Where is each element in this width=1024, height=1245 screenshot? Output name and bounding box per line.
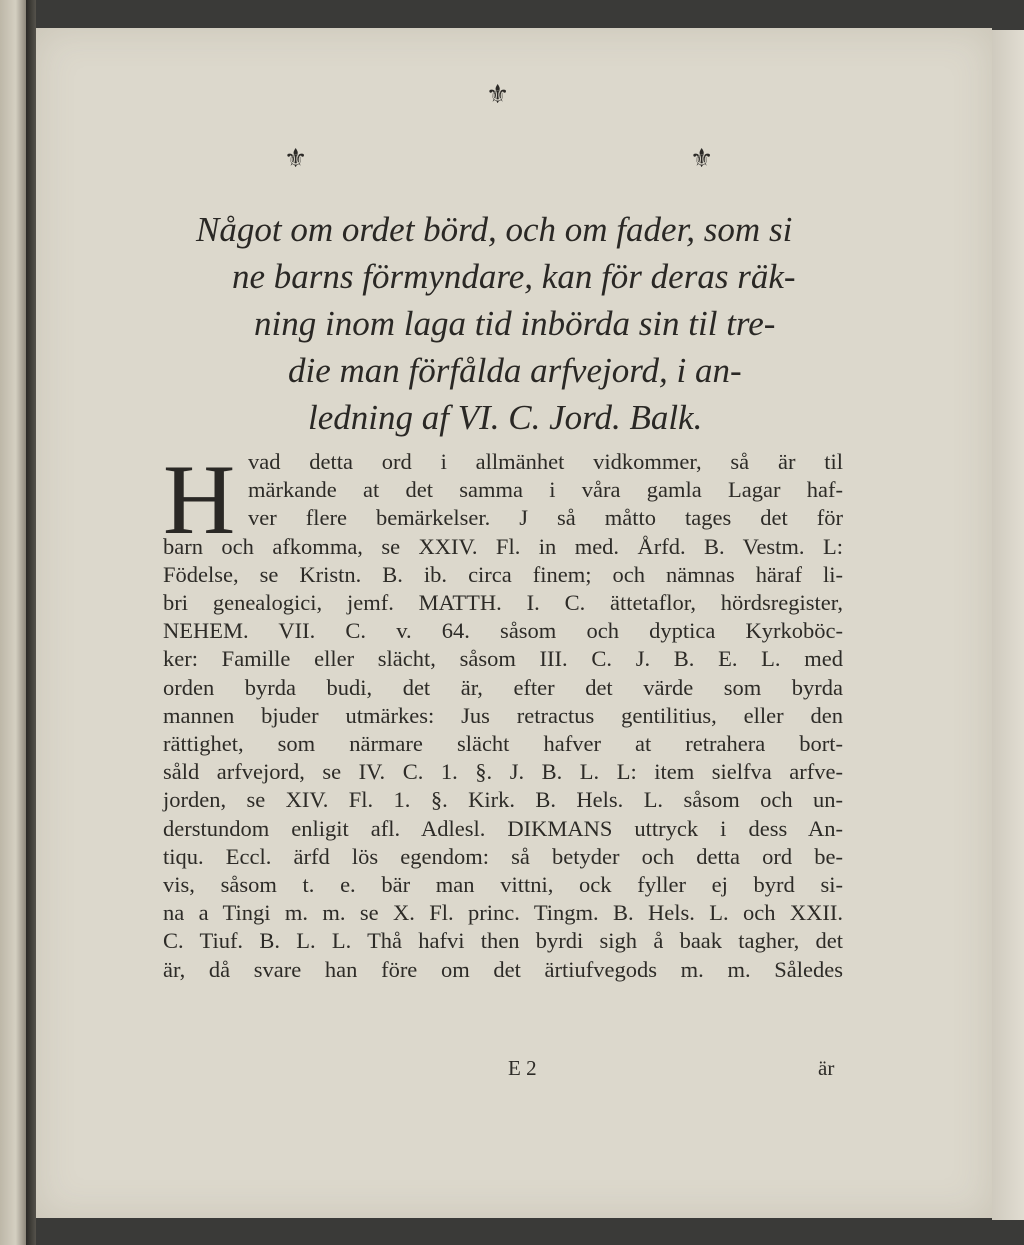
title-line: die man förfålda arfvejord, i an- bbox=[288, 351, 742, 390]
text-line: bri genealogici, jemf. MATTH. I. C. ättetaflor, hördsregister, bbox=[163, 590, 843, 616]
text-line: tiqu. Eccl. ärfd lös egendom: så betyder och detta ord be- bbox=[163, 843, 843, 869]
book-gutter bbox=[26, 0, 36, 1245]
left-page-edge bbox=[0, 0, 26, 1245]
text-line: Födelse, se Kristn. B. ib. circa finem; och nämnas häraf li- bbox=[163, 561, 843, 587]
text-line: barn och afkomma, se XXIV. Fl. in med. Årfd. B. Vestm. L: bbox=[163, 533, 843, 559]
title-line: Något om ordet börd, och om fader, som si bbox=[196, 210, 793, 249]
drop-cap: H bbox=[163, 444, 236, 555]
text-line: vad detta ord i allmänhet vidkommer, så är til bbox=[248, 449, 843, 474]
text-line: vis, såsom t. e. bär man vittni, ock fyller ej byrd si- bbox=[163, 872, 843, 898]
text-line: C. Tiuf. B. L. L. Thå hafvi then byrdi sigh å baak tagher, det bbox=[163, 928, 843, 954]
chapter-title bbox=[196, 206, 856, 441]
title-line: ledning af VI. C. Jord. Balk. bbox=[308, 398, 703, 437]
signature-mark: E 2 bbox=[508, 1056, 537, 1080]
text-line: mannen bjuder utmärkes: Jus retractus gentilitius, eller den bbox=[163, 702, 843, 728]
body-text bbox=[163, 444, 843, 984]
text-line: jorden, se XIV. Fl. 1. §. Kirk. B. Hels. L. såsom och un- bbox=[163, 787, 843, 813]
text-line: NEHEM. VII. C. v. 64. såsom och dyptica Kyrkoböc- bbox=[163, 618, 843, 644]
title-line: ne barns förmyndare, kan för deras räk- bbox=[232, 257, 796, 296]
fleur-de-lis-icon: ⚜ bbox=[284, 144, 308, 174]
title-line: ning inom laga tid inbörda sin til tre- bbox=[254, 304, 776, 343]
text-line: ker: Famille eller slächt, såsom III. C. J. B. E. L. med bbox=[163, 646, 843, 672]
text-line: ver flere bemärkelser. J så måtto tages det för bbox=[248, 505, 843, 531]
text-line: na a Tingi m. m. se X. Fl. princ. Tingm. B. Hels. L. och XXII. bbox=[163, 900, 843, 926]
page-edge bbox=[992, 30, 1024, 1220]
text-line: rättighet, som närmare slächt hafver at retrahera bort- bbox=[163, 731, 843, 757]
fleur-de-lis-icon: ⚜ bbox=[690, 144, 714, 174]
text-line: såld arfvejord, se IV. C. 1. §. J. B. L. L: item sielfva arfve- bbox=[163, 759, 843, 785]
text-line: orden byrda budi, det är, efter det värde som byrda bbox=[163, 674, 843, 700]
text-line: derstundom enligit afl. Adlesl. DIKMANS uttryck i dess An- bbox=[163, 815, 843, 841]
catchword: är bbox=[818, 1056, 835, 1080]
fleur-de-lis-icon: ⚜ bbox=[486, 80, 510, 110]
text-line: är, då svare han före om det ärtiufvegods m. m. Således bbox=[163, 956, 843, 982]
text-line: märkande at det samma i våra gamla Lagar haf- bbox=[248, 477, 843, 503]
